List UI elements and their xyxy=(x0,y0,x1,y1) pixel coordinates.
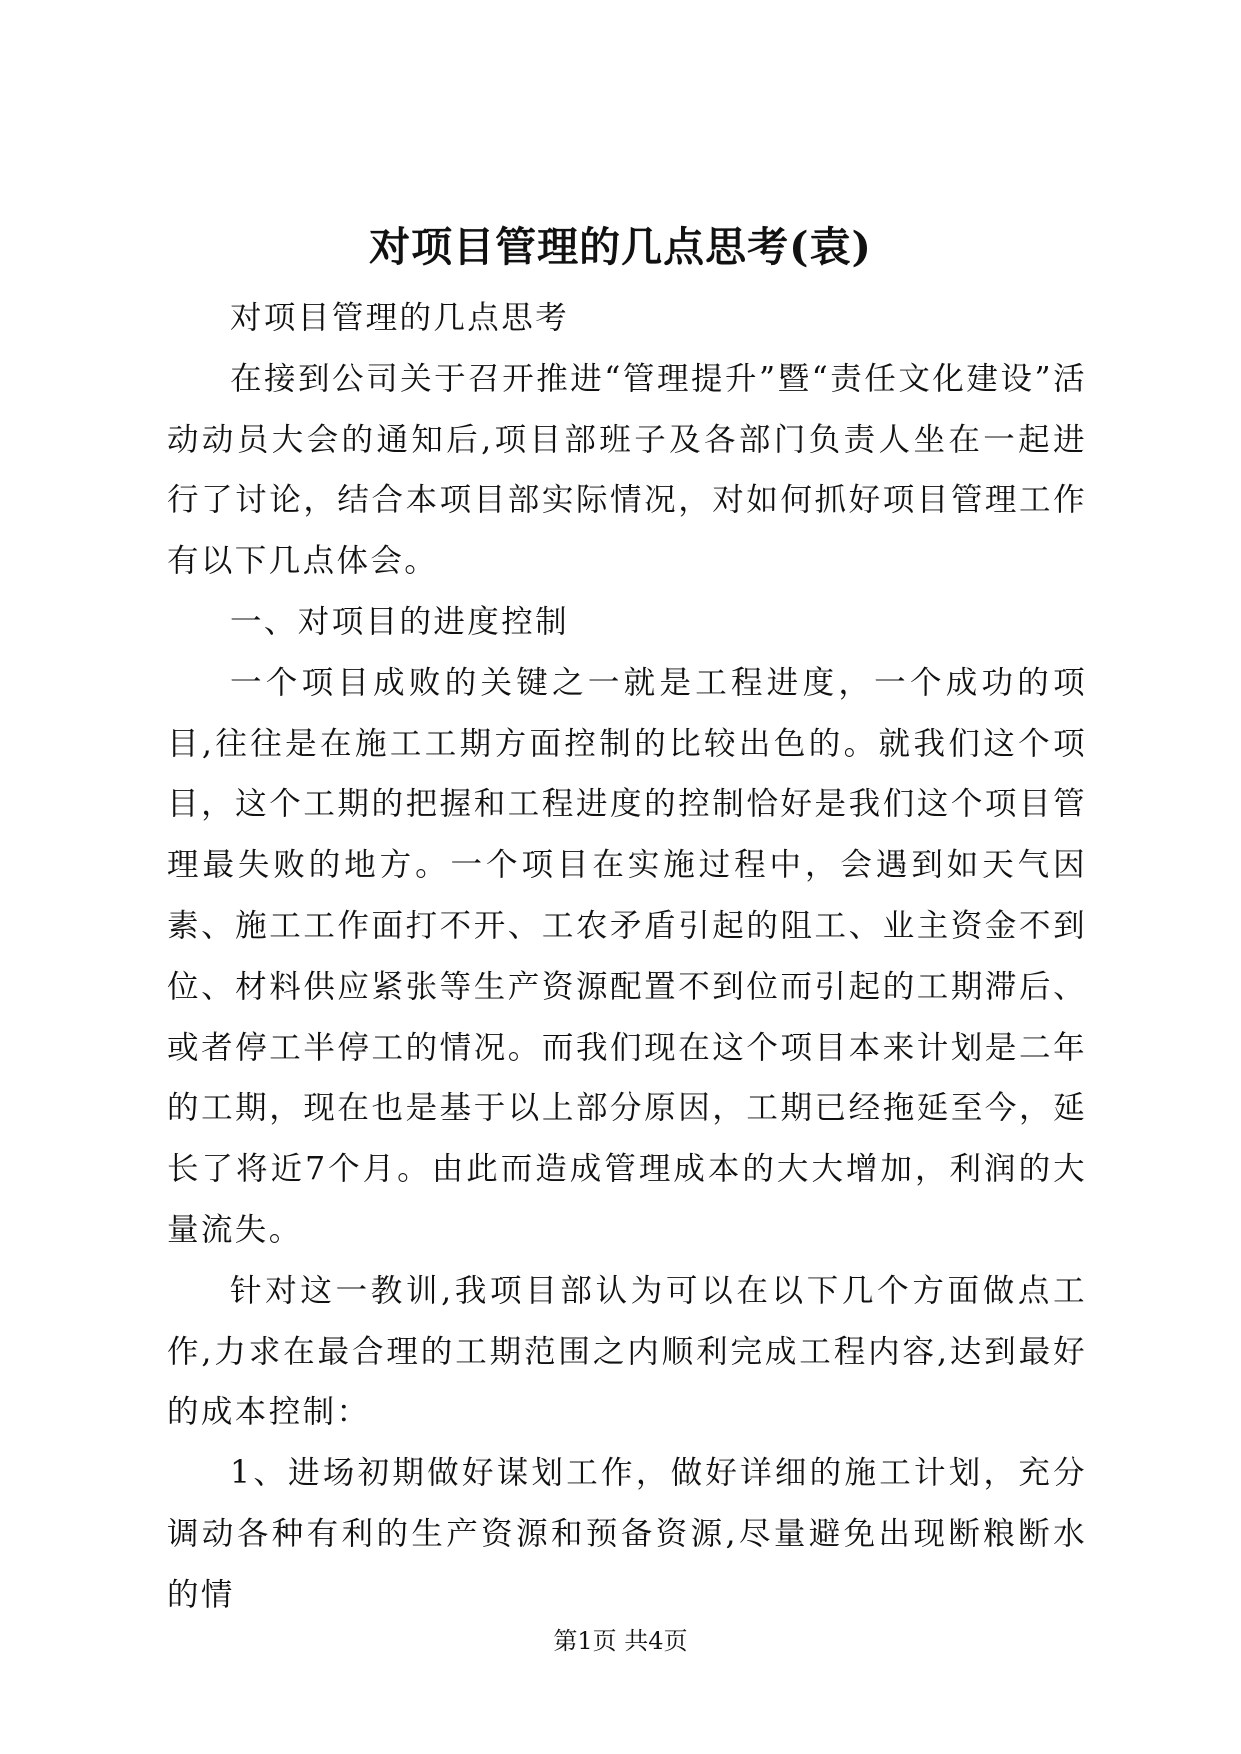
document-body xyxy=(167,288,1087,1626)
section-subtitle: 对项目管理的几点思考 xyxy=(230,300,570,336)
document-title: 对项目管理的几点思考(袁) xyxy=(369,223,872,271)
progress-paragraph: 一个项目成败的关键之一就是工程进度，一个成功的项目,往往是在施工工期方面控制的比较出色的。就我们这个项目，这个工期的把握和工程进度的控制恰好是我们这个项目管理最失败的地方。一个项目在实施过程中，会遇到如天气因素、施工工作面打不开、工农矛盾引起的阻工、业主资金不到位、材料供应紧张等生产资源配置不到位而引起的工期滞后、或者停工半停工的情况。而我们现在这个项目本来计划是二年的工期，现在也是基于以上部分原因，工期已经拖延至今，延长了将近7个月。由此而造成管理成本的大大增加，利润的大量流失。 xyxy=(167,664,1087,1248)
section-heading-progress-control: 一、对项目的进度控制 xyxy=(230,603,570,640)
page-number-footer: 第1页 共4页 xyxy=(553,1627,688,1655)
lesson-paragraph: 针对这一教训,我项目部认为可以在以下几个方面做点工作,力求在最合理的工期范围之内顺利完成工程内容,达到最好的成本控制： xyxy=(167,1272,1087,1431)
intro-paragraph: 在接到公司关于召开推进“管理提升”暨“责任文化建设”活动动员大会的通知后,项目部班子及各部门负责人坐在一起进行了讨论，结合本项目部实际情况，对如何抓好项目管理工作有以下几点体会。 xyxy=(167,360,1087,580)
item-1-paragraph: 1、进场初期做好谋划工作，做好详细的施工计划，充分调动各种有利的生产资源和预备资源,尽量避免出现断粮断水的情 xyxy=(167,1455,1087,1613)
